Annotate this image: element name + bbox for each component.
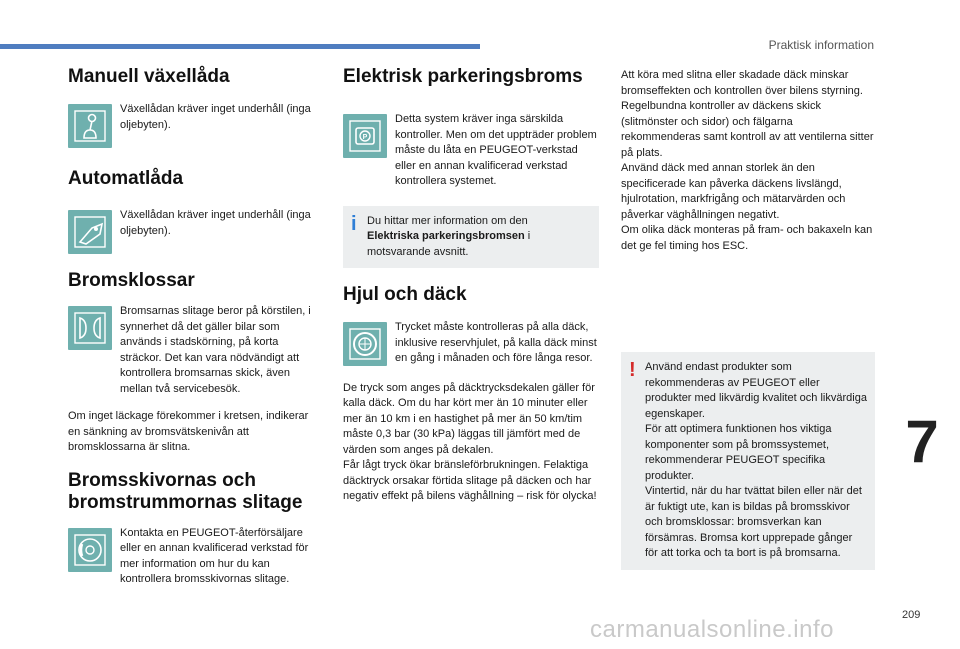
brake-disc-icon <box>68 528 112 572</box>
brake-discs-text: Kontakta en PEUGEOT-återförsäljare eller en annan kvalificerad verkstad för mer information om hur du kan kontrollera bromsskivornas slitage. <box>120 526 309 585</box>
manual-gearbox-row <box>68 102 318 150</box>
column-left <box>68 60 318 588</box>
brake-discs-heading-line1: Bromsskivornas och <box>68 469 256 491</box>
manual-gearbox-text: Växellådan kräver inget underhåll (inga oljebyten). <box>120 103 311 131</box>
tyre-icon <box>343 322 387 366</box>
brake-discs-heading <box>68 470 318 514</box>
warning-paragraph-1: Använd endast produkter som rekommenderas av PEUGEOT eller produkter med likvärdig kvalitet och likvärdiga egenskaper. <box>645 361 867 420</box>
automatic-gearbox-row <box>68 208 318 256</box>
column-right <box>621 68 875 570</box>
info-icon: i <box>351 212 357 235</box>
wheels-text: Trycket måste kontrolleras på alla däck, inklusive reservhjulet, på kalla däck minst en gång i månaden och före långa resor. <box>395 321 597 364</box>
brake-pads-heading: Bromsklossar <box>68 270 195 291</box>
parking-brake-text: Detta system kräver inga särskilda kontroller. Men om det uppträder problem måste du låta en PEUGEOT-verkstad eller en annan kvalificerad verkstad kontrollera systemet. <box>395 113 597 187</box>
tyres-paragraph-2: Använd däck med annan storlek än den specificerade kan påverka däckens livslängd, hjulrotation, markfrigång och mätarvärden och påverkar väghållningen negativt. <box>621 162 846 221</box>
header-accent-bar <box>0 44 480 49</box>
parking-brake-heading: Elektrisk parkeringsbroms <box>343 66 583 87</box>
brake-pads-row <box>68 304 318 397</box>
brake-discs-row <box>68 526 318 588</box>
info-text-after: i motsvarande avsnitt. <box>367 230 531 258</box>
page-number: 209 <box>902 609 921 621</box>
column-middle <box>343 60 599 505</box>
wheels-paragraph-2: Får lågt tryck ökar bränsleförbrukningen. Felaktiga däcktryck orsakar förtida slitage på däcken och har negativ effekt på bilens väghållning – risk för olycka! <box>343 459 597 502</box>
section-title: Praktisk information <box>768 38 874 52</box>
tyres-paragraph-1: Att köra med slitna eller skadade däck minskar bromseffekten och kontrollen över bilens styrning. Regelbundna kontroller av däckens skick (slitmönster och sidor) och fälgarna rekommenderas samt kontroll av att ventilerna sitter på plats. <box>621 69 874 159</box>
automatic-gearbox-icon <box>68 210 112 254</box>
warning-paragraph-3: Vintertid, när du har tvättat bilen eller när det är fuktigt ute, kan is bildas på bromsskivor och bromsklossar: bromsverkan kan försämras. Bromsa kort upprepade gånger för att torka och ta bort is på bromsarna. <box>645 485 862 559</box>
warning-paragraph-2: För att optimera funktionen hos viktiga komponenter som på bromssystemet, rekommenderar PEUGEOT specifika produkter. <box>645 423 832 482</box>
watermark: carmanualsonline.info <box>590 616 834 643</box>
svg-text:P: P <box>362 134 368 141</box>
brake-pads-text: Bromsarnas slitage beror på körstilen, i synnerhet då det gäller bilar som används i stadskörning, på korta sträckor. Det kan vara nödvändigt att kontrollera bromsarnas skick, även mellan två servicebesök. <box>120 305 311 395</box>
wheels-heading: Hjul och däck <box>343 284 467 305</box>
automatic-gearbox-text: Växellådan kräver inget underhåll (inga oljebyten). <box>120 209 311 237</box>
parking-brake-info-box <box>343 206 599 269</box>
gear-lever-icon <box>68 104 112 148</box>
wheels-row <box>343 320 599 367</box>
wheels-paragraph-1: De tryck som anges på däcktrycksdekalen gäller för kalla däck. Om du har kört mer än 10 minuter eller mer än 10 km i en hastighet på mer än 50 km/tim måste 0,3 bar (30 kPa) läggas till jämfört med de värden som anges på dekalen. <box>343 381 595 456</box>
tyres-paragraph-3: Om olika däck monteras på fram- och bakaxeln kan det ge fel timing hos ESC. <box>621 224 873 252</box>
info-text-before: Du hittar mer information om den <box>367 214 528 227</box>
info-text-bold: Elektriska parkeringsbromsen <box>367 230 525 242</box>
brake-pads-paragraph: Om inget läckage förekommer i kretsen, indikerar en sänkning av bromsvätskenivån att bromsklossarna är slitna. <box>68 410 309 453</box>
brake-pads-icon <box>68 306 112 350</box>
manual-gearbox-heading: Manuell växellåda <box>68 66 230 87</box>
chapter-number: 7 <box>884 400 960 482</box>
brake-discs-heading-line2: bromstrummornas slitage <box>68 491 303 513</box>
warning-icon: ! <box>629 359 636 381</box>
automatic-gearbox-heading: Automatlåda <box>68 168 184 189</box>
parking-brake-icon <box>343 114 387 158</box>
parking-brake-row <box>343 112 599 190</box>
warning-box <box>621 352 875 570</box>
